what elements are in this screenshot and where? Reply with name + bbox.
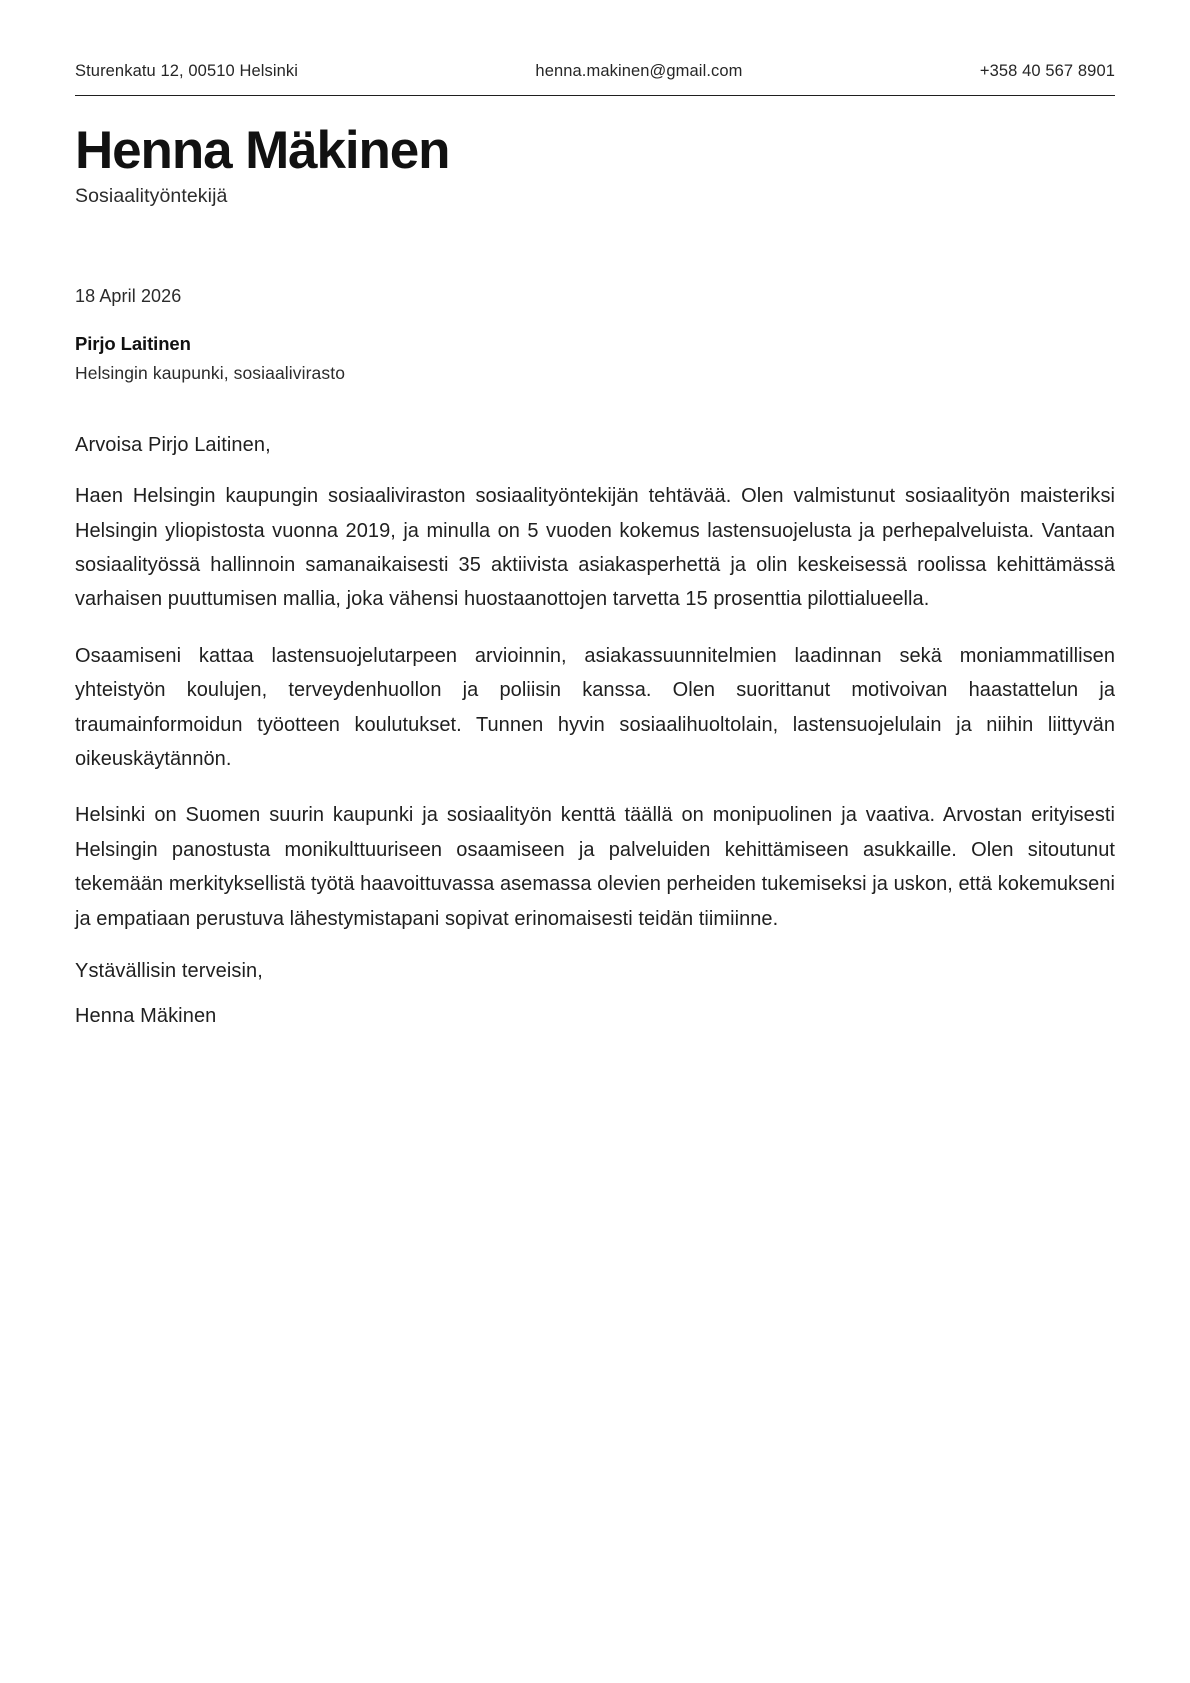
- page-title: Henna Mäkinen: [75, 121, 450, 180]
- recipient-name: Pirjo Laitinen: [75, 333, 191, 355]
- body-paragraph-3: Helsinki on Suomen suurin kaupunki ja sosiaalityön kenttä täällä on monipuolinen ja vaativa. Arvostan erityisesti Helsingin panostusta monikulttuuriseen osaamiseen ja palveluiden kehittämiseen asukkaille. Olen sitoutunut tekemään merkityksellistä työtä haavoittuvassa asemassa olevien perheiden tukemiseksi ja uskon, että kokemukseni ja empatiaan perustuva lähestymistapani sopivat erinomaisesti teidän tiimiinne.: [75, 804, 1115, 930]
- contact-address: Sturenkatu 12, 00510 Helsinki: [75, 62, 299, 80]
- contact-phone: +358 40 567 8901: [979, 62, 1115, 80]
- contact-email: henna.makinen@gmail.com: [535, 62, 743, 80]
- recipient-organization: Helsingin kaupunki, sosiaalivirasto: [75, 363, 346, 384]
- closing-line: Ystävällisin terveisin,: [75, 959, 263, 982]
- job-title: Sosiaalityöntekijä: [75, 185, 228, 208]
- signature-name: Henna Mäkinen: [75, 1004, 217, 1027]
- body-paragraph-2: Osaamiseni kattaa lastensuojelutarpeen arvioinnin, asiakassuunnitelmien laadinnan sekä moniammatillisen yhteistyön koulujen, terveydenhuollon ja poliisin kanssa. Olen suorittanut motivoivan haastattelun ja traumainformoidun työotteen koulutukset. Tunnen hyvin sosiaalihuoltolain, lastensuojelulain ja niihin liittyvän oikeuskäytännön.: [75, 644, 1115, 770]
- body-paragraph-1: Haen Helsingin kaupungin sosiaaliviraston sosiaalityöntekijän tehtävää. Olen valmistunut sosiaalityön maisteriksi Helsingin yliopistosta vuonna 2019, ja minulla on 5 vuoden kokemus lastensuojelusta ja perhepalveluista. Vantaan sosiaalityössä hallinnoin samanaikaisesti 35 aktiivista asiakasperhettä ja olin keskeisessä roolissa kehittämässä varhaisen puuttumisen mallia, joka vähensi huostaanottojen tarvetta 15 prosenttia pilottialueella.: [75, 485, 1115, 611]
- letter-date: 18 April 2026: [75, 286, 182, 307]
- salutation: Arvoisa Pirjo Laitinen,: [75, 434, 271, 457]
- header-divider: [75, 95, 1115, 96]
- contact-header: [75, 62, 1115, 95]
